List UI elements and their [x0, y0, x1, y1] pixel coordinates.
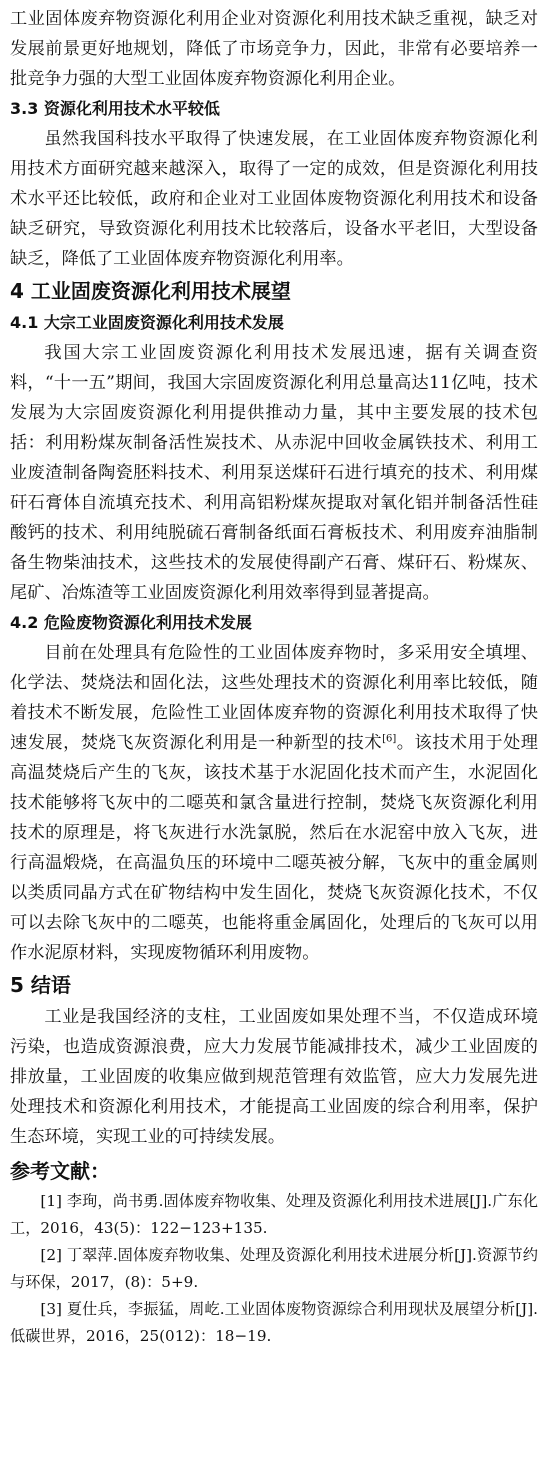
heading-4-2: 4.2 危险废物资源化利用技术发展: [10, 613, 252, 632]
heading-3-3: 3.3 资源化利用技术水平较低: [10, 99, 220, 118]
reference-item: [3] 夏仕兵，李振猛，周屹.工业固体废物资源综合利用现状及展望分析[J].低碳世界，2016，25(012)：18−19.: [10, 1300, 538, 1345]
reference-item: [1] 李珣，尚书勇.固体废弃物收集、处理及资源化利用技术进展[J].广东化工，2016，43(5)：122−123+135.: [10, 1192, 538, 1237]
citation-6[interactable]: [6]: [382, 733, 397, 745]
heading-section-4: 4 工业固废资源化利用技术展望: [10, 279, 291, 303]
reference-item: [2] 丁翠萍.固体废弃物收集、处理及资源化利用技术进展分析[J].资源节约与环保，2017，(8)：5+9.: [10, 1246, 538, 1291]
references-title: 参考文献：: [10, 1159, 110, 1183]
heading-4-1: 4.1 大宗工业固废资源化利用技术发展: [10, 313, 284, 332]
paragraph-intro: 工业固体废弃物资源化利用企业对资源化利用技术缺乏重视，缺乏对发展前景更好地规划，降低了市场竞争力，因此，非常有必要培养一批竞争力强的大型工业固体废弃物资源化利用企业。: [10, 9, 538, 89]
paragraph-4-2-part-b: 。该技术用于处理高温焚烧后产生的飞灰，该技术基于水泥固化技术而产生，水泥固化技术能够将飞灰中的二噁英和氯含量进行控制，焚烧飞灰资源化利用技术的原理是，将飞灰进行水洗氯脱，然后在水泥窑中放入飞灰，进行高温煅烧，在高温负压的环境中二噁英被分解，飞灰中的重金属则以类质同晶方式在矿物结构中发生固化，焚烧飞灰资源化技术，不仅可以去除飞灰中的二噁英，也能将重金属固化，处理后的飞灰可以用作水泥原材料，实现废物循环利用废物。: [10, 733, 538, 963]
paragraph-4-1: 我国大宗工业固废资源化利用技术发展迅速，据有关调查资料，“十一五”期间，我国大宗固废资源化利用总量高达11亿吨，技术发展为大宗固废资源化利用提供推动力量，其中主要发展的技术包括：利用粉煤灰制备活性炭技术、从赤泥中回收金属铁技术、利用工业废渣制备陶瓷胚料技术、利用泵送煤矸石进行填充的技术、利用煤矸石膏体自流填充技术、利用高铝粉煤灰提取对氧化铝并制备活性硅酸钙的技术、利用纯脱硫石膏制备纸面石膏板技术、利用废弃油脂制备生物柴油技术，这些技术的发展使得副产石膏、煤矸石、粉煤灰、尾矿、冶炼渣等工业固废资源化利用效率得到显著提高。: [10, 343, 538, 603]
paragraph-4-2-part-a: 目前在处理具有危险性的工业固体废弃物时，多采用安全填埋、化学法、焚烧法和固化法，这些处理技术的资源化利用率比较低，随着技术不断发展，危险性工业固体废弃物的资源化利用技术取得了快速发展，焚烧飞灰资源化利用是一种新型的技术: [10, 643, 538, 753]
heading-section-5: 5 结语: [10, 973, 71, 997]
paragraph-5: 工业是我国经济的支柱，工业固废如果处理不当，不仅造成环境污染，也造成资源浪费，应大力发展节能减排技术，减少工业固废的排放量，工业固废的收集应做到规范管理有效监管，应大力发展先进处理技术和资源化利用技术，才能提高工业固废的综合利用率，保护生态环境，实现工业的可持续发展。: [10, 1007, 538, 1147]
paragraph-4-2: [10, 638, 538, 968]
paragraph-3-3: 虽然我国科技水平取得了快速发展，在工业固体废弃物资源化利用技术方面研究越来越深入，取得了一定的成效，但是资源化利用技术水平还比较低，政府和企业对工业固体废物资源化利用技术和设备缺乏研究，导致资源化利用技术比较落后，设备水平老旧，大型设备缺乏，降低了工业固体废弃物资源化利用率。: [10, 129, 538, 269]
